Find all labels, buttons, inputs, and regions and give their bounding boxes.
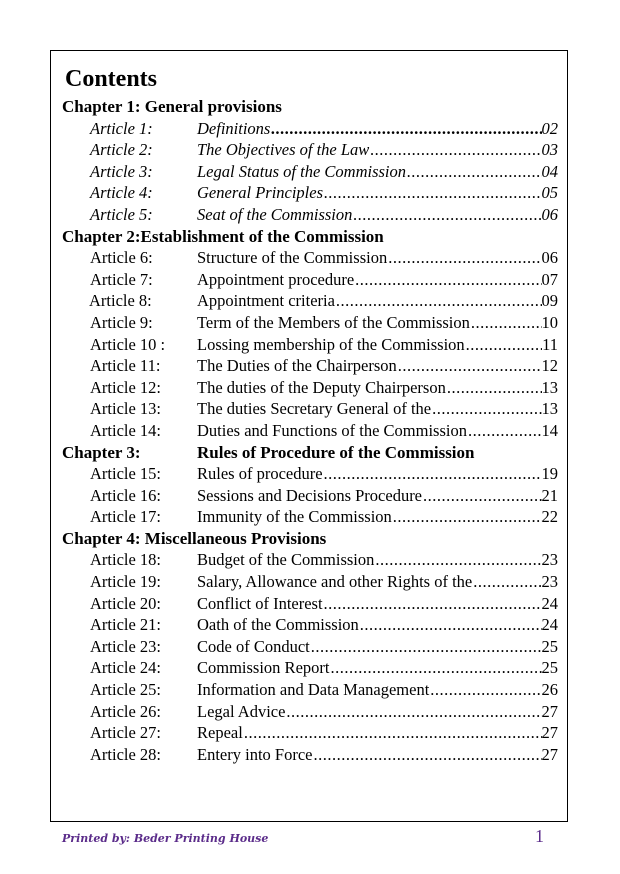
article-label: Article 1: [90,118,153,138]
dot-leader [370,139,541,161]
page-number: 21 [541,485,558,505]
article-label: Article 25: [90,680,162,700]
dot-leader [324,463,542,485]
article-label: Article 28: [90,744,162,764]
dot-leader [398,355,542,377]
article-title: General Principles [197,183,324,203]
toc-entry[interactable] [62,549,558,571]
toc-entry[interactable] [62,334,558,356]
page-number: 05 [541,183,558,203]
toc-entry[interactable] [62,636,558,658]
page-number: 11 [542,334,558,354]
article-title: Repeal [197,723,243,743]
dot-leader [430,679,541,701]
dot-leader [311,636,542,658]
article-title: The Objectives of the Law [197,140,370,160]
page-number: 25 [541,636,558,656]
dot-leader [336,290,542,312]
dot-leader [393,506,542,528]
article-label: Article 9: [90,312,153,332]
dot-leader [447,377,542,399]
article-label: Article 3: [90,161,153,181]
toc-entry[interactable] [62,161,558,183]
toc-entry[interactable] [62,593,558,615]
article-title: Term of the Members of the Commission [197,312,470,332]
page-number: 22 [541,507,558,527]
toc-entry[interactable] [62,247,558,269]
page-number: 25 [541,658,558,678]
printed-by-credit: Printed by: Beder Printing House [62,832,269,845]
toc-entry[interactable] [62,355,558,377]
contents-title: Contents [65,66,158,92]
toc-entry[interactable] [62,118,558,140]
article-title: Seat of the Commission [197,204,353,224]
toc-entry[interactable] [62,744,558,766]
dot-leader [468,420,542,442]
page-number: 12 [541,356,558,376]
article-title: Rules of procedure [197,464,323,484]
dot-leader [471,312,542,334]
dot-leader [360,614,542,636]
page-number: 04 [541,161,558,181]
article-title: The duties of the Deputy Chairperson [197,377,446,397]
toc-entry[interactable] [62,139,558,161]
dot-leader [313,744,541,766]
article-label: Article 11: [90,356,161,376]
article-title: Conflict of Interest [197,593,323,613]
article-title: Entery into Force [197,744,313,764]
toc-entry[interactable] [62,701,558,723]
chapter-1-heading: Chapter 1: General provisions [62,97,282,116]
dot-leader [407,161,541,183]
toc-entry[interactable] [62,485,558,507]
table-of-contents [62,96,558,765]
dot-leader [271,118,541,140]
dot-leader [432,398,541,420]
dot-leader [423,485,541,507]
page-number: 24 [541,615,558,635]
page-number: 13 [541,399,558,419]
article-label: Article 8: [89,291,152,311]
chapter-4-heading: Chapter 4: Miscellaneous Provisions [62,528,327,548]
article-title: Commission Report [197,658,330,678]
toc-entry[interactable] [62,398,558,420]
toc-entry[interactable] [62,614,558,636]
article-title: The Duties of the Chairperson [197,356,397,376]
toc-entry[interactable] [62,657,558,679]
article-label: Article 5: [90,204,153,224]
article-title: Sessions and Decisions Procedure [197,485,423,505]
article-title: Definitions [197,118,271,138]
dot-leader [324,593,542,615]
toc-entry[interactable] [62,204,558,226]
page-number-footer: 1 [535,826,544,846]
article-title: Structure of the Commission [197,248,388,268]
toc-entry[interactable] [62,312,558,334]
chapter-2-heading: Chapter 2:Establishment of the Commission [62,226,384,246]
toc-entry[interactable] [62,290,558,312]
dot-leader [473,571,541,593]
article-title: The duties Secretary General of the [197,399,432,419]
article-label: Article 17: [90,507,162,527]
article-label: Article 13: [90,399,162,419]
article-title: Lossing membership of the Commission [197,334,465,354]
article-label: Article 26: [90,701,162,721]
chapter-3-heading [62,442,558,464]
article-label: Article 27: [90,723,162,743]
article-label: Article 18: [90,550,162,570]
article-title: Information and Data Management [197,680,430,700]
article-label: Article 16: [90,485,162,505]
chapter-3-label: Chapter 3: [62,442,141,462]
page-number: 10 [541,312,558,332]
page-number: 06 [541,204,558,224]
article-title: Oath of the Commission [197,615,359,635]
article-label: Article 19: [90,572,162,592]
article-label: Article 4: [90,183,153,203]
article-label: Article 21: [90,615,162,635]
article-label: Article 7: [90,269,153,289]
toc-entry[interactable] [62,722,558,744]
toc-entry[interactable] [62,420,558,442]
page-number: 14 [541,420,558,440]
article-title: Salary, Allowance and other Rights of the [197,572,473,592]
dot-leader [353,204,541,226]
article-title: Budget of the Commission [197,550,375,570]
page-number: 09 [541,291,558,311]
page-number: 27 [541,744,558,764]
chapter-3-title: Rules of Procedure of the Commission [197,442,475,462]
article-title: Appointment procedure [197,269,355,289]
article-label: Article 15: [90,464,162,484]
toc-entry[interactable] [62,506,558,528]
page-number: 27 [541,723,558,743]
dot-leader [388,247,541,269]
page-number: 26 [541,680,558,700]
toc-entry[interactable] [62,679,558,701]
article-title: Appointment criteria [197,291,335,311]
page-number: 27 [541,701,558,721]
dot-leader [244,722,542,744]
page-number: 19 [541,464,558,484]
article-title: Duties and Functions of the Commission [197,420,467,440]
article-title: Immunity of the Commission [197,507,392,527]
toc-entry[interactable] [62,377,558,399]
dot-leader [286,701,541,723]
dot-leader [375,549,541,571]
toc-entry[interactable] [62,463,558,485]
page-number: 24 [541,593,558,613]
article-label: Article 2: [90,140,153,160]
page-number: 03 [541,140,558,160]
dot-leader [466,334,542,356]
article-label: Article 24: [90,658,162,678]
article-label: Article 12: [90,377,162,397]
page-number: 07 [541,269,558,289]
page-number: 23 [541,550,558,570]
article-title: Code of Conduct [197,636,310,656]
dot-leader [324,182,541,204]
page-number: 06 [541,248,558,268]
article-title: Legal Advice [197,701,286,721]
toc-entry[interactable] [62,269,558,291]
page-number: 13 [541,377,558,397]
dot-leader [330,657,541,679]
page-number: 02 [541,118,558,138]
article-label: Article 20: [90,593,162,613]
article-label: Article 23: [90,636,162,656]
toc-entry[interactable] [62,182,558,204]
article-label: Article 6: [90,248,153,268]
article-label: Article 14: [90,420,162,440]
article-title: Legal Status of the Commission [197,161,407,181]
article-label: Article 10 : [90,334,166,354]
dot-leader [355,269,541,291]
toc-entry[interactable] [62,571,558,593]
page-number: 23 [541,572,558,592]
